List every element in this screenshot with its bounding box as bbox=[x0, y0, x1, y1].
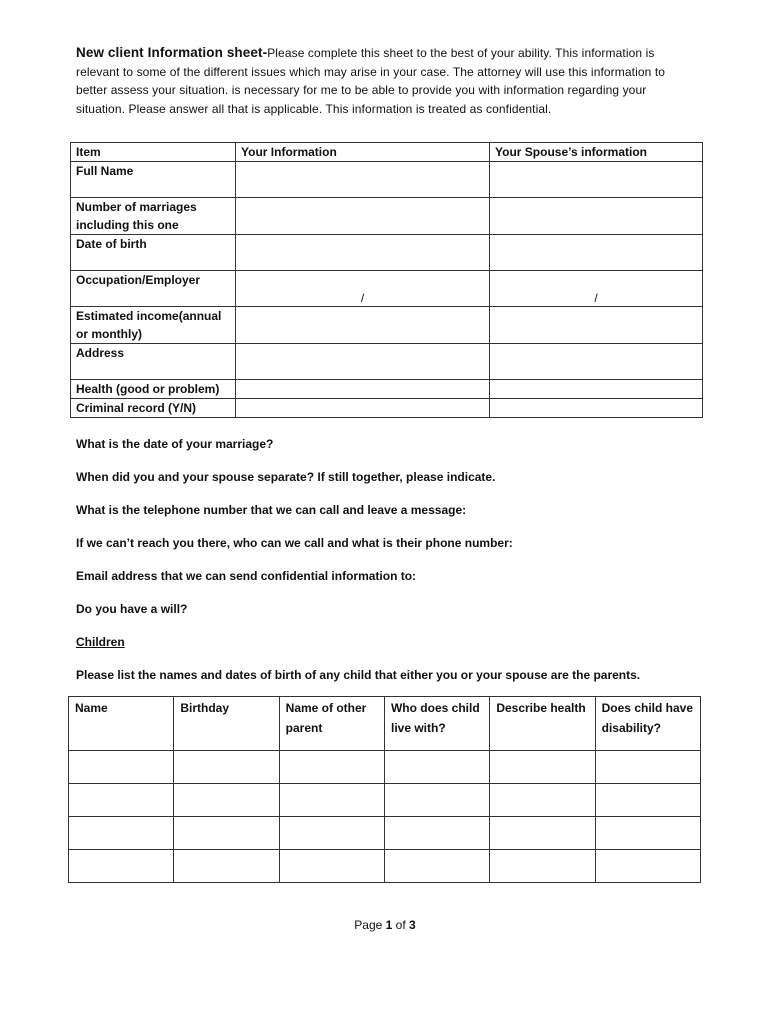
your-occupation-field[interactable] bbox=[236, 271, 490, 307]
separator-slash: / bbox=[360, 291, 365, 305]
row-label-address: Address bbox=[71, 344, 236, 380]
child-other-parent-field[interactable] bbox=[279, 850, 384, 883]
row-label-criminal-record: Criminal record (Y/N) bbox=[71, 399, 236, 418]
client-info-table bbox=[70, 142, 703, 418]
header-your-information: Your Information bbox=[236, 143, 490, 162]
your-full-name-field[interactable] bbox=[236, 162, 490, 198]
form-title: New client Information sheet- bbox=[76, 45, 268, 60]
page-number bbox=[0, 918, 770, 932]
child-health-field[interactable] bbox=[490, 817, 595, 850]
intro-paragraph bbox=[76, 44, 696, 118]
header-health: Describe health bbox=[490, 697, 595, 751]
children-table bbox=[68, 696, 701, 883]
child-birthday-field[interactable] bbox=[174, 751, 279, 784]
child-health-field[interactable] bbox=[490, 850, 595, 883]
child-name-field[interactable] bbox=[69, 751, 174, 784]
spouse-address-field[interactable] bbox=[490, 344, 703, 380]
header-spouse-information: Your Spouse’s information bbox=[490, 143, 703, 162]
child-birthday-field[interactable] bbox=[174, 784, 279, 817]
question-alternate-contact: If we can’t reach you there, who can we call and what is their phone number: bbox=[76, 536, 513, 550]
child-health-field[interactable] bbox=[490, 751, 595, 784]
table-row bbox=[69, 850, 701, 883]
header-other-parent: Name of other parent bbox=[279, 697, 384, 751]
your-dob-field[interactable] bbox=[236, 235, 490, 271]
questions-section bbox=[76, 436, 716, 700]
table-header-row bbox=[71, 143, 703, 162]
table-row bbox=[71, 271, 703, 307]
row-label-number-of-marriages: Number of marriages including this one bbox=[71, 198, 236, 235]
your-address-field[interactable] bbox=[236, 344, 490, 380]
your-health-field[interactable] bbox=[236, 380, 490, 399]
table-row bbox=[69, 817, 701, 850]
child-disability-field[interactable] bbox=[595, 784, 700, 817]
page-total: 3 bbox=[409, 918, 416, 932]
child-other-parent-field[interactable] bbox=[279, 784, 384, 817]
table-row bbox=[71, 198, 703, 235]
spouse-health-field[interactable] bbox=[490, 380, 703, 399]
header-item: Item bbox=[71, 143, 236, 162]
child-birthday-field[interactable] bbox=[174, 850, 279, 883]
intro-text: Please complete this sheet to the best of your ability. This information is relevant to some of the different issues which may arise in your case. The attorney will use this information to better assess your situation. is necessary for me to be able to provide you with information regarding your situation. Please answer all that is applicable. This information is treated as confidential. bbox=[76, 46, 666, 116]
child-health-field[interactable] bbox=[490, 784, 595, 817]
child-disability-field[interactable] bbox=[595, 850, 700, 883]
child-lives-with-field[interactable] bbox=[384, 850, 489, 883]
spouse-full-name-field[interactable] bbox=[490, 162, 703, 198]
child-lives-with-field[interactable] bbox=[384, 751, 489, 784]
table-row bbox=[71, 380, 703, 399]
page-current: 1 bbox=[385, 918, 393, 932]
header-name: Name bbox=[69, 697, 174, 751]
table-row bbox=[71, 344, 703, 380]
header-disability: Does child have disability? bbox=[595, 697, 700, 751]
spouse-dob-field[interactable] bbox=[490, 235, 703, 271]
children-heading: Children bbox=[76, 635, 125, 649]
table-row bbox=[69, 784, 701, 817]
separator-slash: / bbox=[594, 291, 598, 305]
table-row bbox=[71, 399, 703, 418]
your-criminal-record-field[interactable] bbox=[236, 399, 490, 418]
child-birthday-field[interactable] bbox=[174, 817, 279, 850]
row-label-estimated-income: Estimated income(annual or monthly) bbox=[71, 307, 236, 344]
child-lives-with-field[interactable] bbox=[384, 784, 489, 817]
question-will: Do you have a will? bbox=[76, 602, 188, 616]
spouse-occupation-field[interactable] bbox=[490, 271, 703, 307]
row-label-health: Health (good or problem) bbox=[71, 380, 236, 399]
page-middle: of bbox=[392, 918, 410, 932]
spouse-income-field[interactable] bbox=[490, 307, 703, 344]
table-row bbox=[69, 751, 701, 784]
row-label-occupation: Occupation/Employer bbox=[71, 271, 236, 307]
your-income-field[interactable] bbox=[236, 307, 490, 344]
your-marriages-field[interactable] bbox=[236, 198, 490, 235]
table-header-row bbox=[69, 697, 701, 751]
header-lives-with: Who does child live with? bbox=[384, 697, 489, 751]
child-name-field[interactable] bbox=[69, 850, 174, 883]
row-label-full-name: Full Name bbox=[71, 162, 236, 198]
spouse-marriages-field[interactable] bbox=[490, 198, 703, 235]
table-row bbox=[71, 307, 703, 344]
child-other-parent-field[interactable] bbox=[279, 751, 384, 784]
child-lives-with-field[interactable] bbox=[384, 817, 489, 850]
child-name-field[interactable] bbox=[69, 817, 174, 850]
spouse-criminal-record-field[interactable] bbox=[490, 399, 703, 418]
question-marriage-date: What is the date of your marriage? bbox=[76, 437, 274, 451]
question-telephone: What is the telephone number that we can call and leave a message: bbox=[76, 503, 467, 517]
header-birthday: Birthday bbox=[174, 697, 279, 751]
page-prefix: Page bbox=[354, 918, 386, 932]
child-disability-field[interactable] bbox=[595, 751, 700, 784]
children-instruction: Please list the names and dates of birth of any child that either you or your spouse are the parents. bbox=[76, 668, 641, 682]
row-label-date-of-birth: Date of birth bbox=[71, 235, 236, 271]
question-email: Email address that we can send confidential information to: bbox=[76, 569, 417, 583]
question-separation: When did you and your spouse separate? If still together, please indicate. bbox=[76, 470, 496, 484]
child-disability-field[interactable] bbox=[595, 817, 700, 850]
table-row bbox=[71, 235, 703, 271]
table-row bbox=[71, 162, 703, 198]
child-other-parent-field[interactable] bbox=[279, 817, 384, 850]
child-name-field[interactable] bbox=[69, 784, 174, 817]
